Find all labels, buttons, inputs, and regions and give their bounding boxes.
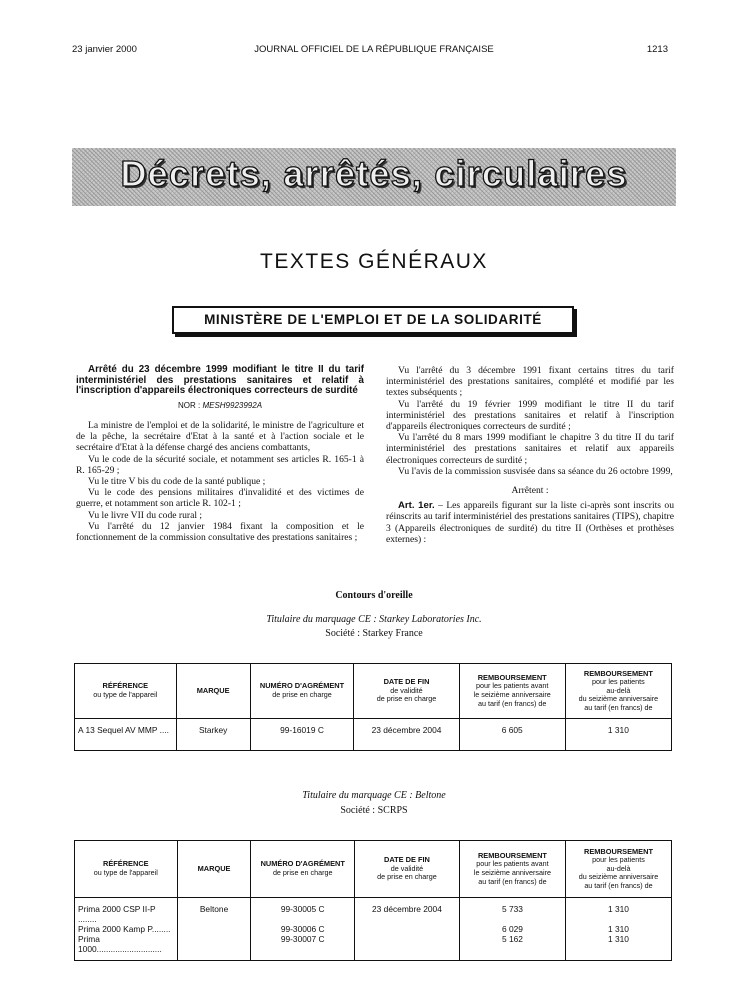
header-remboursement-apres-line: REMBOURSEMENT	[583, 846, 653, 856]
contours-title: Contours d'oreille	[335, 590, 413, 601]
header-reference-line: ou type de l'appareil	[93, 690, 158, 699]
header-remboursement-apres-line: au tarif (en francs) de	[584, 880, 653, 890]
header-reference-line: RÉFÉRENCE	[102, 681, 149, 691]
left-paragraph: Vu le titre V bis du code de la santé publique ;	[88, 476, 266, 487]
header-reference-line: ou type de l'appareil	[93, 868, 158, 877]
header-marque	[177, 841, 251, 898]
cell-date: 23 décembre 2004	[354, 898, 459, 925]
table-row	[75, 898, 672, 925]
header-remboursement-apres-line: pour les patients	[592, 677, 645, 687]
header-reference	[75, 664, 177, 719]
left-paragraph: Vu le code de la sécurité sociale, et notamment ses articles R. 165-1 à R. 165-29 ;	[76, 453, 364, 476]
block2-titulaire: Titulaire du marquage CE : Beltone	[302, 790, 446, 801]
cell-numero: 99-30005 C	[251, 898, 354, 925]
cell-apres: 1 310	[565, 898, 671, 925]
cell-marque	[177, 934, 251, 961]
header-remboursement-avant-line: pour les patients avant	[476, 859, 549, 869]
cell-date	[354, 924, 459, 934]
cell-numero: 99-30007 C	[251, 934, 354, 961]
banner-title: Décrets, arrêtés, circulaires	[120, 153, 628, 194]
cell-numero: 99-30006 C	[251, 924, 354, 934]
cell-ref: Prima 2000 CSP II-P ........	[75, 898, 178, 925]
header-remboursement-avant-line: REMBOURSEMENT	[477, 850, 547, 860]
header-remboursement-apres-line: pour les patients	[592, 855, 645, 865]
cell-marque: Starkey	[176, 719, 250, 751]
nor-reference	[76, 400, 364, 411]
header-numero-agrement-line: de prise en charge	[272, 690, 332, 699]
left-column	[76, 365, 364, 543]
cell-apres: 1 310	[565, 934, 671, 961]
right-paragraphs	[386, 365, 674, 477]
header-date-fin	[354, 841, 459, 898]
header-marque-line: MARQUE	[196, 685, 230, 695]
header-journal-title: JOURNAL OFFICIEL DE LA RÉPUBLIQUE FRANÇAISE	[254, 44, 494, 55]
devices-table-starkey	[74, 663, 672, 751]
header-date-fin-line: DATE DE FIN	[383, 677, 430, 687]
cell-ref: Prima 1000............................	[75, 934, 178, 961]
header-remboursement-avant-line: pour les patients avant	[476, 681, 549, 691]
header-remboursement-apres	[565, 664, 671, 719]
header-remboursement-avant-line: le seizième anniversaire	[473, 868, 551, 877]
header-numero-agrement-line: de prise en charge	[272, 868, 333, 877]
right-column	[386, 365, 674, 545]
right-paragraph: Vu l'arrêté du 8 mars 1999 modifiant le chapitre 3 du titre II du tarif interministériel des prestations sanitaires et relatif aux appareils électroniques correcteurs de surdité ;	[386, 432, 674, 466]
header-remboursement-apres-line: au tarif (en francs) de	[584, 702, 653, 712]
article-1	[386, 500, 674, 545]
cell-apres: 1 310	[565, 924, 671, 934]
header-numero-agrement	[250, 664, 354, 719]
left-paragraph: Vu le livre VII du code rural ;	[88, 509, 203, 521]
cell-ref: A 13 Sequel AV MMP ....	[75, 719, 177, 751]
block1-societe: Société : Starkey France	[325, 628, 423, 639]
right-paragraph: Vu l'arrêté du 3 décembre 1991 fixant certains titres du tarif interministériel des prestations sanitaires, complété et modifié par les textes subséquents ;	[386, 365, 674, 399]
header-date: 23 janvier 2000	[72, 44, 137, 55]
header-remboursement-avant-line: au tarif (en francs) de	[478, 698, 547, 708]
header-remboursement-avant-line: le seizième anniversaire	[473, 690, 551, 699]
header-date-fin	[354, 664, 459, 719]
cell-avant: 5 733	[459, 898, 565, 925]
header-remboursement-apres-line: REMBOURSEMENT	[583, 668, 653, 678]
block1-titulaire: Titulaire du marquage CE : Starkey Laboratories Inc.	[266, 614, 482, 625]
header-reference	[75, 841, 178, 898]
table-row	[75, 934, 672, 961]
cell-apres: 1 310	[565, 719, 671, 751]
table-row	[75, 719, 672, 751]
article-1-label: Art. 1er.	[398, 500, 435, 512]
devices-table-beltone	[74, 840, 672, 961]
arrete-title: Arrêté du 23 décembre 1999 modifiant le titre II du tarif interministériel des prestations sanitaires et relatif à l'inscription d'appareils électroniques correcteurs de surdité	[76, 364, 364, 397]
header-remboursement-avant	[459, 841, 565, 898]
cell-ref: Prima 2000 Kamp P........	[75, 924, 178, 934]
header-page-number: 1213	[646, 44, 668, 55]
header-numero-agrement	[251, 841, 354, 898]
block2-societe: Société : SCRPS	[340, 805, 408, 816]
ministry-title: MINISTÈRE DE L'EMPLOI ET DE LA SOLIDARITÉ	[172, 306, 574, 334]
header-remboursement-apres-line: du seizième anniversaire	[578, 872, 659, 882]
header-remboursement-avant	[459, 664, 565, 719]
header-numero-agrement-line: NUMÉRO D'AGRÉMENT	[260, 859, 345, 869]
header-remboursement-apres-line: du seizième anniversaire	[578, 694, 659, 704]
nor-label: NOR :	[177, 400, 201, 410]
section-title: TEXTES GÉNÉRAUX	[260, 250, 488, 273]
cell-numero: 99-16019 C	[250, 719, 354, 751]
left-paragraphs	[76, 420, 364, 543]
left-paragraph: La ministre de l'emploi et de la solidarité, le ministre de l'agriculture et de la pêche, la secrétaire d'Etat à la santé et à l'action sociale et le secrétaire d'Etat à la défense chargé des anciens combattants,	[76, 419, 364, 454]
header-remboursement-apres-line: au-delà	[606, 685, 631, 695]
header-numero-agrement-line: NUMÉRO D'AGRÉMENT	[259, 681, 345, 691]
header-remboursement-avant-line: au tarif (en francs) de	[478, 876, 547, 886]
nor-value: MESH9923992A	[202, 400, 263, 410]
header-remboursement-apres-line: au-delà	[606, 863, 631, 873]
header-remboursement-avant-line: REMBOURSEMENT	[477, 672, 547, 682]
cell-avant: 5 162	[459, 934, 565, 961]
cell-avant: 6 029	[459, 924, 565, 934]
right-paragraph: Vu l'arrêté du 19 février 1999 modifiant le titre II du tarif interministériel des prestations sanitaires et relatif à l'inscription d'appareils électroniques correcteurs de surdité ;	[386, 398, 674, 433]
table-row	[75, 924, 672, 934]
right-paragraph: Vu l'avis de la commission susvisée dans sa séance du 26 octobre 1999,	[398, 465, 673, 477]
cell-marque: Beltone	[177, 898, 251, 925]
arretent-line: Arrêtent :	[511, 485, 549, 497]
header-date-fin-line: DATE DE FIN	[384, 855, 430, 865]
article-1-text: – Les appareils figurant sur la liste ci-après sont inscrits ou réinscrits au tarif interministériel des prestations sanitaires (TIPS), chapitre 3 (Appareils électroniques de surdité) du titre II (Orthèses et prothèses externes) :	[386, 500, 675, 545]
header-marque	[176, 664, 250, 719]
section-banner	[72, 148, 676, 206]
cell-date: 23 décembre 2004	[354, 719, 459, 751]
header-remboursement-apres	[565, 841, 671, 898]
header-marque-line: MARQUE	[197, 863, 231, 873]
header-date-fin-line: de prise en charge	[376, 694, 437, 704]
header-date-fin-line: de validité	[390, 685, 423, 695]
cell-marque	[177, 924, 251, 934]
header-reference-line: RÉFÉRENCE	[103, 859, 149, 869]
header-date-fin-line: de validité	[390, 863, 424, 873]
left-paragraph: Vu le code des pensions militaires d'invalidité et des victimes de guerre, et notamment son article R. 102-1 ;	[76, 487, 364, 510]
cell-date	[354, 934, 459, 961]
cell-avant: 6 605	[459, 719, 565, 751]
header-date-fin-line: de prise en charge	[377, 872, 437, 882]
left-paragraph: Vu l'arrêté du 12 janvier 1984 fixant la composition et le fonctionnement de la commission consultative des prestations sanitaires ;	[76, 520, 364, 544]
